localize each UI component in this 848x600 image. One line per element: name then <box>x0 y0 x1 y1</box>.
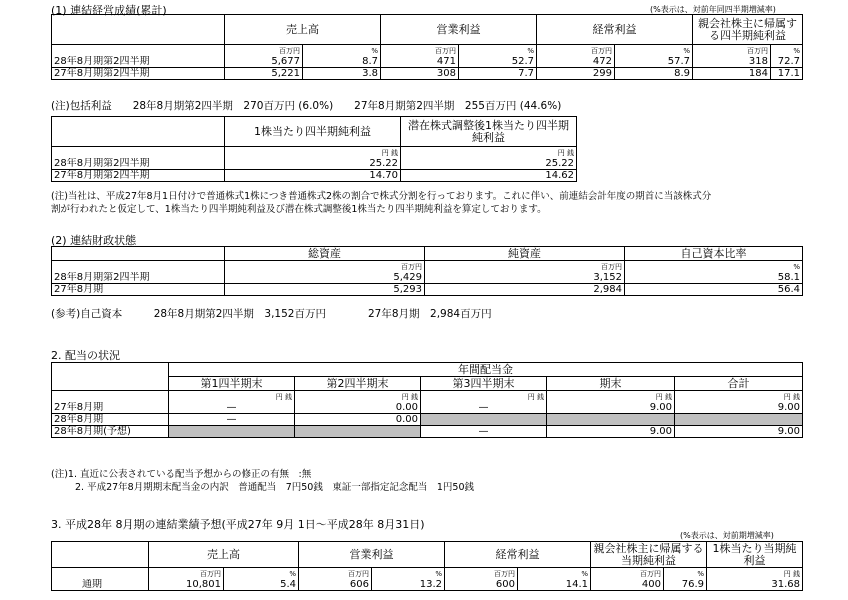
dividend-note-2: 2. 平成27年8月期期末配当金の内訳 普通配当 7円50銭 東証一部指定記念配当 1円50銭 <box>75 482 474 493</box>
stock-split-note: (注)当社は、平成27年8月1日付けで普通株式1株につき普通株式2株の割合で株式分割を行っております。これに伴い、前連結会計年度の期首に当該株式分 <box>51 191 712 202</box>
percent-note: (%表示は、対前期増減率) <box>680 531 774 540</box>
comprehensive-income-note: (注)包括利益 28年8月期第2四半期 270百万円 (6.0%) 27年8月期第2四半期 255百万円 (44.6%) <box>51 100 562 112</box>
section-title: (1) 連結経営成績(累計) <box>51 4 167 17</box>
dividend-note-1: (注)1. 直近に公表されている配当予想からの修正の有無 :無 <box>51 469 312 480</box>
header-net-income: 親会社株主に帰属する四半期純利益 <box>693 15 803 45</box>
table-row: 28年8月期第2四半期 5,677 8.7 471 52.7 472 57.7 318 72.7 <box>52 56 803 68</box>
table-row: 27年8月期第2四半期 14.70 14.62 <box>52 170 577 182</box>
table-row: 27年8月期第2四半期 5,221 3.8 308 7.7 299 8.9 184 17.1 <box>52 68 803 80</box>
header-total-assets: 総資産 <box>225 247 425 261</box>
stock-split-note-cont: 割が行われたと仮定して、1株当たり四半期純利益及び潜在株式調整後1株当たり四半期純利益を算定しております。 <box>51 204 547 215</box>
table-row: 28年8月期 — 0.00 <box>52 414 803 426</box>
header-eps: 1株当たり四半期純利益 <box>225 117 401 147</box>
table-row: 28年8月期第2四半期 5,429 3,152 58.1 <box>52 272 803 284</box>
operating-results-table: 売上高 営業利益 経常利益 親会社株主に帰属する四半期純利益 百万円 % 百万円 % 百万円 % 百万円 % 28年8月期第2四半期 5,677 8.7 471 52.7 472 57.7 318 72.7 27年8月期第2四半期 5,221 3.8 308 7.7 299 8.9 184 17.1 <box>51 14 803 80</box>
header-diluted-eps: 潜在株式調整後1株当たり四半期純利益 <box>401 117 577 147</box>
dividends-table: 年間配当金 第1四半期末 第2四半期末 第3四半期末 期末 合計 円 銭 円 銭 円 銭 円 銭 円 銭 27年8月期 — 0.00 — 9.00 9.00 28年8月期 — 0.00 28年8月期(予想) — 9.00 9.00 <box>51 362 803 438</box>
section-title: 2. 配当の状況 <box>51 349 120 362</box>
header-net-assets: 純資産 <box>425 247 625 261</box>
corner-cell <box>52 15 225 45</box>
forecast-table: 売上高 営業利益 経常利益 親会社株主に帰属する当期純利益 1株当たり当期純利益 百万円 % 百万円 % 百万円 % 百万円 % 円 銭 通期 10,801 5.4 606 13.2 600 14.1 400 76.9 31.68 <box>51 541 803 591</box>
header-sales: 売上高 <box>225 15 381 45</box>
header-equity-ratio: 自己資本比率 <box>625 247 803 261</box>
financial-position-table: 総資産 純資産 自己資本比率 百万円 百万円 % 28年8月期第2四半期 5,429 3,152 58.1 27年8月期 5,293 2,984 56.4 <box>51 246 803 296</box>
table-row: 27年8月期 5,293 2,984 56.4 <box>52 284 803 296</box>
section-title: 3. 平成28年 8月期の連結業績予想(平成27年 9月 1日～平成28年 8月31日) <box>51 518 425 531</box>
table-row: 28年8月期(予想) — 9.00 9.00 <box>52 426 803 438</box>
percent-note: (%表示は、対前年同四半期増減率) <box>650 5 776 14</box>
header-ordinary-income: 経常利益 <box>537 15 693 45</box>
header-operating-income: 営業利益 <box>381 15 537 45</box>
table-row: 27年8月期 — 0.00 — 9.00 9.00 <box>52 402 803 414</box>
equity-reference: (参考)自己資本 28年8月期第2四半期 3,152百万円 27年8月期 2,984百万円 <box>51 308 492 320</box>
header-annual-dividend: 年間配当金 <box>169 363 803 377</box>
per-share-table: 1株当たり四半期純利益 潜在株式調整後1株当たり四半期純利益 円 銭 円 銭 28年8月期第2四半期 25.22 25.22 27年8月期第2四半期 14.70 14.62 <box>51 116 577 182</box>
section-title: (2) 連結財政状態 <box>51 234 137 247</box>
table-row: 通期 10,801 5.4 606 13.2 600 14.1 400 76.9 31.68 <box>52 579 803 591</box>
table-row: 28年8月期第2四半期 25.22 25.22 <box>52 158 577 170</box>
